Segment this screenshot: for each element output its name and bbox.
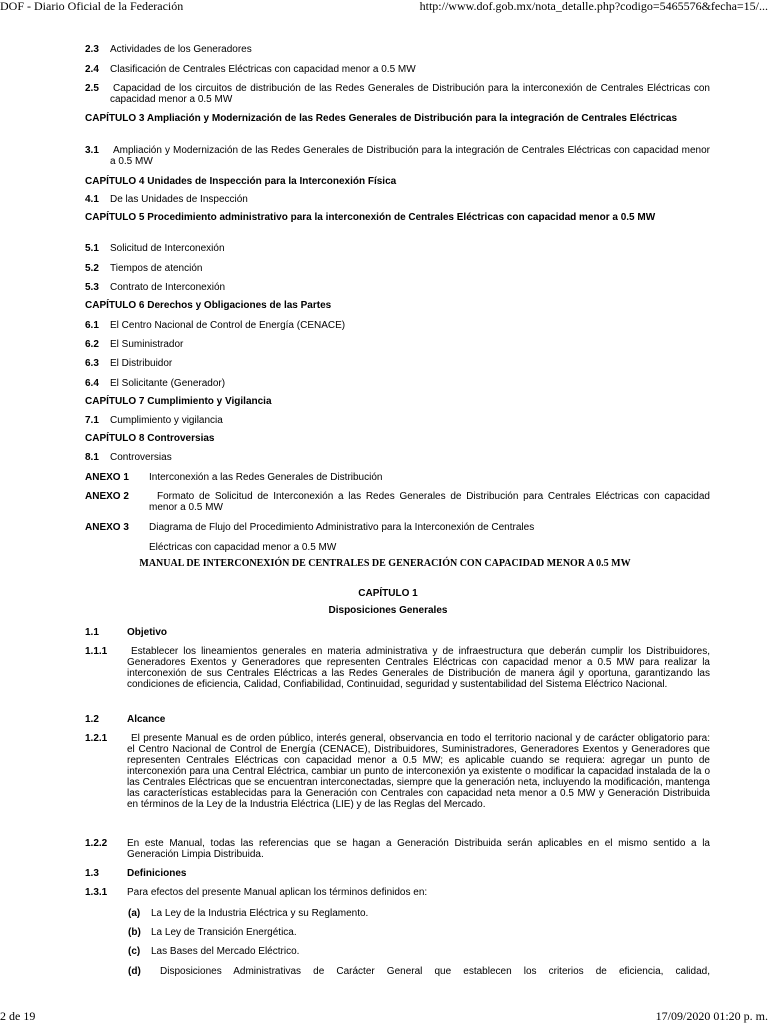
definition-d-text: Disposiciones Administrativas de Carácter General que establecen los criterios de eficiencia, calidad, — [160, 966, 710, 977]
toc-item-6-1: El Centro Nacional de Control de Energía (CENACE) — [110, 320, 346, 331]
manual-title: MANUAL DE INTERCONEXIÓN DE CENTRALES DE GENERACIÓN CON CAPACIDAD MENOR A 0.5 MW — [139, 558, 631, 569]
toc-chapter-4: CAPÍTULO 4 Unidades de Inspección para la Interconexión Física — [85, 176, 397, 187]
section-1-2-1-num: 1.2.1 — [85, 733, 108, 744]
toc-num-6-1: 6.1 — [85, 320, 99, 331]
toc-item-6-2: El Suministrador — [110, 339, 184, 350]
toc-item-5-2: Tiempos de atención — [110, 263, 203, 274]
toc-num-5-3: 5.3 — [85, 282, 99, 293]
toc-annex-2: Formato de Solicitud de Interconexión a las Redes Generales de Distribución para Centrales Eléctricas con capacidad menor a 0.5 MW — [149, 491, 710, 513]
toc-num-4-1: 4.1 — [85, 194, 99, 205]
toc-item-2-5: Capacidad de los circuitos de distribución de las Redes Generales de Distribución para la interconexión de Centrales Eléctricas con capacidad menor a 0.5 MW — [110, 83, 710, 105]
chapter-1-title: Disposiciones Generales — [328, 605, 448, 616]
chapter-1-heading: CAPÍTULO 1 — [358, 588, 418, 599]
toc-item-6-3: El Distribuidor — [110, 358, 173, 369]
toc-num-2-4: 2.4 — [85, 64, 99, 75]
toc-item-5-3: Contrato de Interconexión — [110, 282, 226, 293]
toc-item-8-1: Controversias — [110, 452, 172, 463]
toc-chapter-5: CAPÍTULO 5 Procedimiento administrativo para la interconexión de Centrales Eléctricas con capacidad menor a 0.5 MW — [85, 212, 656, 223]
toc-chapter-6: CAPÍTULO 6 Derechos y Obligaciones de las Partes — [85, 300, 332, 311]
toc-item-4-1: De las Unidades de Inspección — [110, 194, 248, 205]
section-1-1-1-text: Establecer los lineamientos generales en materia administrativa y de infraestructura que deberán cumplir los Distribuidores, Generadores Exentos y Generadores que representen Centrales Eléctricas con capacidad menor a 0.5 MW para realizar la interconexión de sus Centrales Eléctricas a las Redes Generales de Distribución de manera ágil y oportuna, garantizando las condiciones de eficiencia, Calidad, Confiabilidad, Continuidad, seguridad y sustentabilidad del Sistema Eléctrico Nacional. — [127, 646, 710, 690]
toc-item-2-3: Actividades de los Generadores — [110, 44, 252, 55]
toc-item-6-4: El Solicitante (Generador) — [110, 378, 226, 389]
toc-num-6-4: 6.4 — [85, 378, 99, 389]
print-timestamp: 17/09/2020 01:20 p. m. — [655, 1009, 768, 1023]
toc-num-5-1: 5.1 — [85, 243, 99, 254]
toc-num-2-5: 2.5 — [85, 83, 99, 94]
section-1-3-title: Definiciones — [127, 868, 187, 879]
page-footer — [0, 1008, 768, 1024]
section-1-1-num: 1.1 — [85, 627, 99, 638]
toc-num-8-1: 8.1 — [85, 452, 99, 463]
section-1-3-1-text: Para efectos del presente Manual aplican los términos definidos en: — [127, 887, 428, 898]
toc-num-5-2: 5.2 — [85, 263, 99, 274]
toc-chapter-8: CAPÍTULO 8 Controversias — [85, 433, 215, 444]
toc-item-7-1: Cumplimiento y vigilancia — [110, 415, 223, 426]
toc-annex-1-label: ANEXO 1 — [85, 472, 129, 483]
toc-num-2-3: 2.3 — [85, 44, 99, 55]
definition-d-label: (d) — [128, 966, 141, 977]
toc-item-3-1: Ampliación y Modernización de las Redes Generales de Distribución para la integración de Centrales Eléctricas con capacidad menor a 0.5 MW — [110, 145, 710, 167]
header-site-title: DOF - Diario Oficial de la Federación — [0, 0, 184, 13]
definition-b-label: (b) — [128, 927, 141, 938]
definition-a-label: (a) — [128, 908, 141, 919]
toc-annex-3-label: ANEXO 3 — [85, 522, 129, 533]
definition-b-text: La Ley de Transición Energética. — [151, 927, 297, 938]
toc-num-6-2: 6.2 — [85, 339, 99, 350]
toc-annex-1: Interconexión a las Redes Generales de Distribución — [149, 472, 383, 483]
definition-a-text: La Ley de la Industria Eléctrica y su Reglamento. — [151, 908, 369, 919]
toc-chapter-3: CAPÍTULO 3 Ampliación y Modernización de las Redes Generales de Distribución para la integración de Centrales Eléctricas — [85, 113, 678, 124]
toc-annex-2-label: ANEXO 2 — [85, 491, 129, 502]
header-url: http://www.dof.gob.mx/nota_detalle.php?codigo=5465576&fecha=15/... — [419, 0, 768, 13]
page-number: 2 de 19 — [0, 1009, 36, 1023]
toc-annex-3-continued: Eléctricas con capacidad menor a 0.5 MW — [149, 542, 337, 553]
section-1-1-title: Objetivo — [127, 627, 168, 638]
toc-num-7-1: 7.1 — [85, 415, 99, 426]
toc-item-2-4: Clasificación de Centrales Eléctricas con capacidad menor a 0.5 MW — [110, 64, 416, 75]
definition-c-text: Las Bases del Mercado Eléctrico. — [151, 946, 300, 957]
toc-num-3-1: 3.1 — [85, 145, 99, 156]
section-1-3-num: 1.3 — [85, 868, 99, 879]
section-1-1-1-num: 1.1.1 — [85, 646, 108, 657]
definition-c-label: (c) — [128, 946, 141, 957]
toc-chapter-7: CAPÍTULO 7 Cumplimiento y Vigilancia — [85, 396, 272, 407]
section-1-3-1-num: 1.3.1 — [85, 887, 108, 898]
section-1-2-2-num: 1.2.2 — [85, 838, 108, 849]
section-1-2-2-text: En este Manual, todas las referencias que se hagan a Generación Distribuida serán aplicables en el mismo sentido a la Generación Limpia Distribuida. — [127, 838, 710, 860]
section-1-2-1-text: El presente Manual es de orden público, interés general, observancia en todo el territorio nacional y de carácter obligatorio para: el Centro Nacional de Control de Energía (CENACE), Distribuidores, Suministradores, Generadores Exentos y Generadores que representen Centrales Eléctricas con capacidad menor a 0.5 MW; es aplicable cuando se requiera: agregar un punto de interconexión para una Central Eléctrica, cambiar un punto de interconexión ya existente o modificar la capacidad instalada de la o las Centrales Eléctricas que se encuentran interconectadas, siempre que la generación neta, incluyendo la modificación, mantenga las características establecidas para la Generación con Centrales con capacidad neta menor a 0.5 MW y Generación Distribuida en términos de la Ley de la Industria Eléctrica (LIE) y de las Reglas del Mercado. — [127, 733, 710, 810]
toc-num-6-3: 6.3 — [85, 358, 99, 369]
toc-annex-3: Diagrama de Flujo del Procedimiento Administrativo para la Interconexión de Centrales — [149, 522, 535, 533]
section-1-2-num: 1.2 — [85, 714, 99, 725]
toc-item-5-1: Solicitud de Interconexión — [110, 243, 225, 254]
section-1-2-title: Alcance — [127, 714, 166, 725]
